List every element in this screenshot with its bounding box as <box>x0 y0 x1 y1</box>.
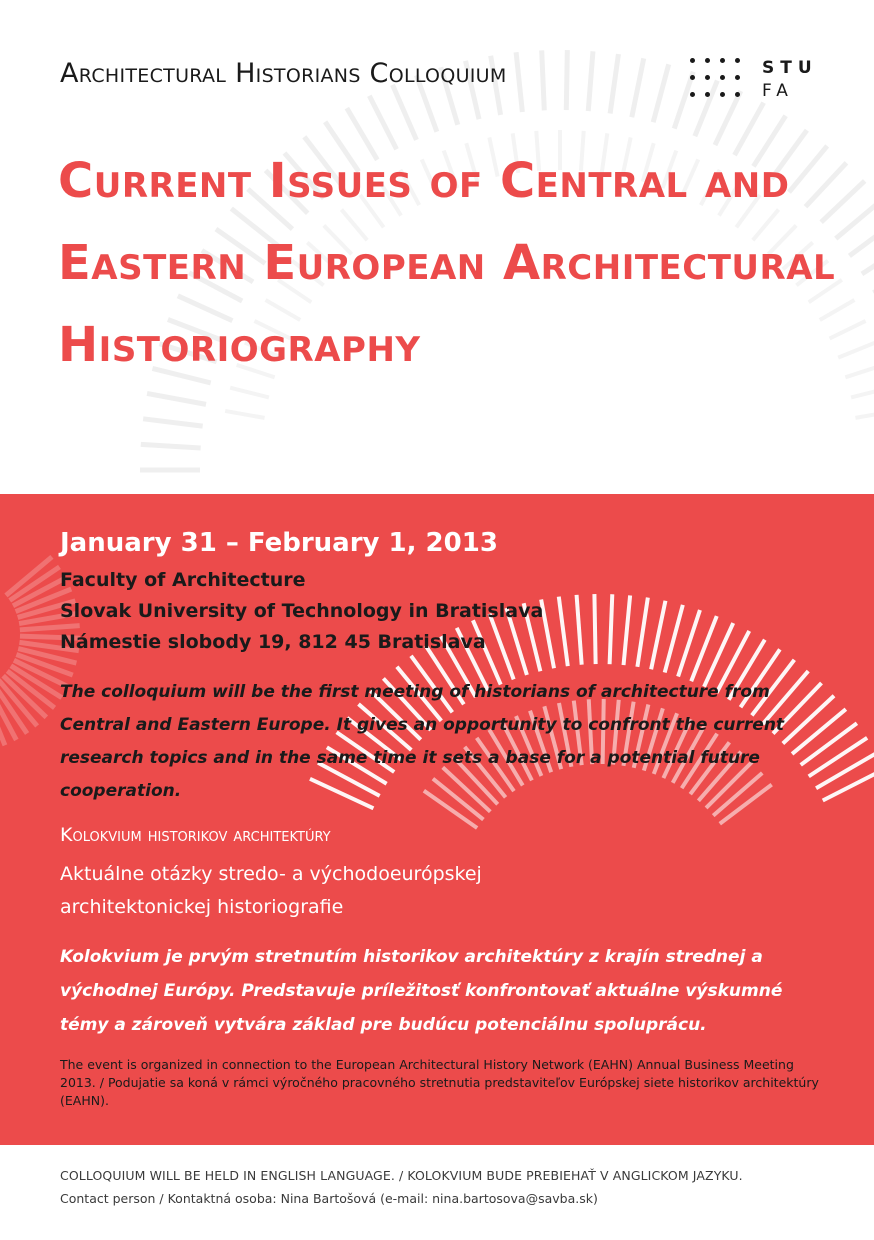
ring-tick <box>632 58 644 117</box>
ring-tick <box>577 595 582 665</box>
ring-tick <box>610 594 613 664</box>
language-notice: COLLOQUIUM WILL BE HELD IN ENGLISH LANGUAGE. / KOLOKVIUM BUDE PREBIEHAŤ V ANGLICKOM JAZYKU. <box>60 1168 743 1183</box>
venue-address <box>60 565 543 658</box>
ring-tick <box>845 365 874 377</box>
ring-tick <box>393 85 417 140</box>
description-slovak: Kolokvium je prvým stretnutím historikov architektúry z krajín strednej a východnej Európy. Predstavuje príležitosť konfrontovať aktuálne výskumné témy a zároveň vytvára základ pre budúcu potenciálnu spoluprácu. <box>60 947 783 1035</box>
ring-tick <box>141 444 201 448</box>
slovak-subtitle: Aktuálne otázky stredo- a východoeurópskej architektonickej historiografie <box>60 863 482 918</box>
ring-tick <box>542 50 545 110</box>
ring-tick <box>225 411 264 418</box>
ring-tick <box>823 769 874 801</box>
main-title: Current Issues of Central and Eastern European Architectural Historiography <box>58 153 836 373</box>
ring-tick <box>230 388 269 398</box>
ring-tick <box>143 419 203 426</box>
ring-tick <box>594 594 595 664</box>
logo-dot <box>720 75 725 80</box>
venue-street: Námestie slobody 19, 812 45 Bratislava <box>60 631 486 653</box>
logo-dot <box>690 58 695 63</box>
logo-dot <box>705 58 710 63</box>
logo-text-fa: FA <box>762 81 794 101</box>
event-date: January 31 – February 1, 2013 <box>60 528 498 558</box>
ring-tick <box>147 393 206 404</box>
logo-dot <box>735 92 740 97</box>
logo-dot <box>735 75 740 80</box>
ring-tick <box>624 595 631 665</box>
logo-dot <box>705 92 710 97</box>
ring-tick <box>637 598 647 667</box>
description-english: The colloquium will be the first meeting of historians of architecture from Central and Eastern Europe. It gives an opportunity to confront the current research topics and in the same time it sets a base for a potential future cooperation. <box>60 682 785 801</box>
ring-tick <box>653 64 669 122</box>
logo-dot-grid <box>690 58 748 104</box>
slovak-title: Kolokvium historikov architektúry <box>60 824 331 846</box>
venue-university: Slovak University of Technology in Bratislava <box>60 600 544 622</box>
ring-tick <box>588 51 593 111</box>
ring-tick <box>610 54 618 113</box>
logo-dot <box>720 92 725 97</box>
ring-tick <box>559 597 568 666</box>
stu-fa-logo <box>690 58 820 104</box>
logo-text-stu: STU <box>762 58 818 78</box>
logo-dot <box>705 75 710 80</box>
logo-dot <box>690 92 695 97</box>
contact-info: Contact person / Kontaktná osoba: Nina Bartošová (e-mail: nina.bartosova@savba.sk) <box>60 1191 598 1206</box>
ring-tick <box>851 388 874 398</box>
ring-tick <box>566 50 567 110</box>
ring-tick <box>516 52 522 112</box>
eahn-note: The event is organized in connection to the European Architectural History Network (EAHN) Annual Business Meeting 2013. / Podujatie sa koná v rámci výročného pracovného stretnutia predstaviteľov Európskej siete historikov architektúry (EAHN). <box>60 1057 819 1108</box>
logo-dot <box>690 75 695 80</box>
logo-dot <box>735 58 740 63</box>
venue-faculty: Faculty of Architecture <box>60 569 306 591</box>
ring-tick <box>665 605 683 673</box>
ring-tick <box>651 601 665 670</box>
ring-tick <box>855 411 874 418</box>
ring-tick <box>838 343 874 358</box>
logo-dot <box>720 58 725 63</box>
colloquium-name: Architectural Historians Colloquium <box>60 58 507 89</box>
